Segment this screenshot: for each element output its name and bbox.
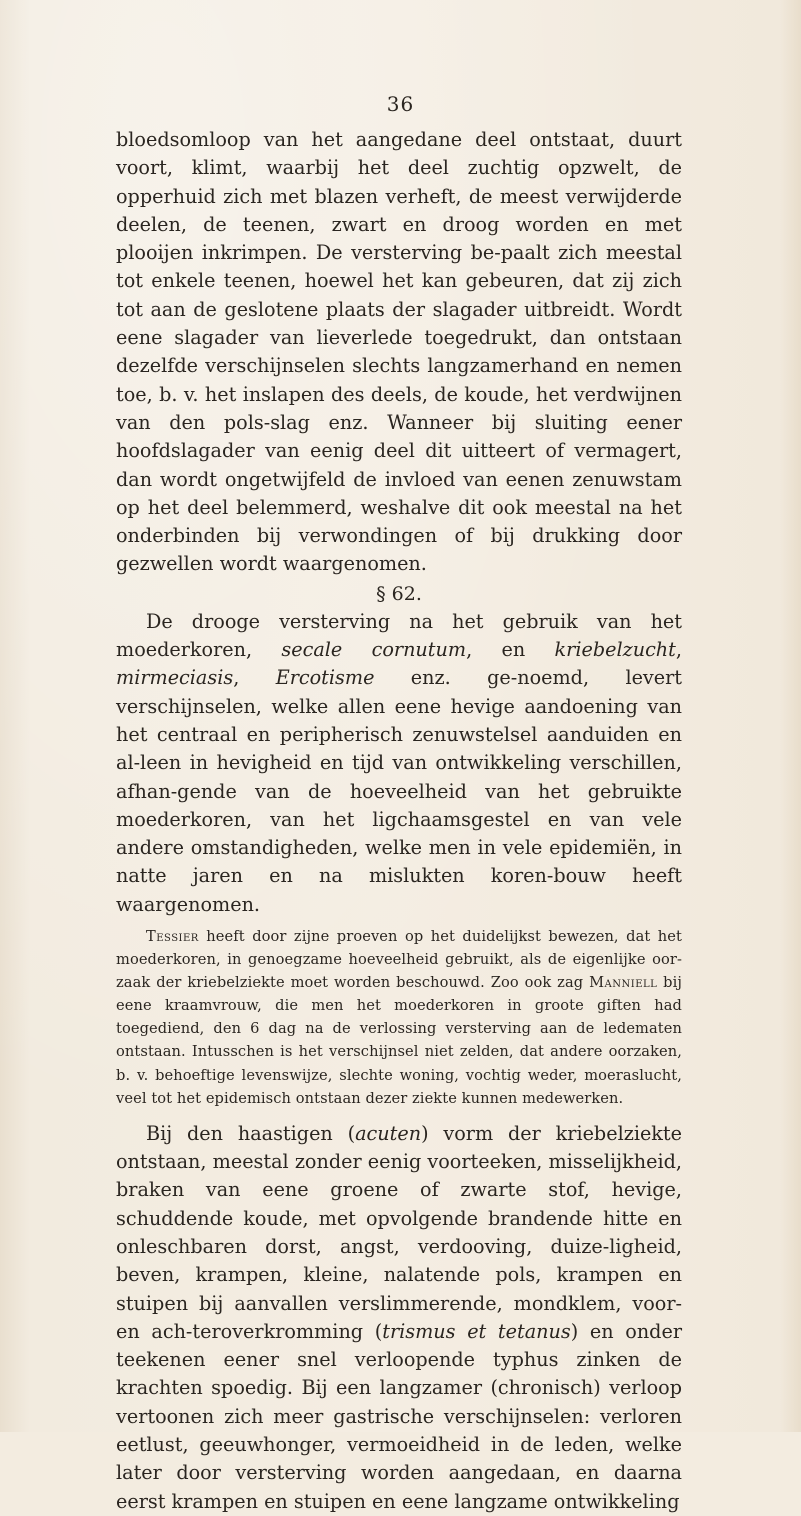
paragraph-3-part-2: ) vorm der kriebelziekte ontstaan, meestal zonder eenig voorteeken, misselijkheid, braken van eene groene of zwarte stof, hevige, schuddende koude, met opvolgende brandende hitte en onleschbaren dorst, angst, verdooving, duize-ligheid, beven, krampen, kleine, nalatende pols, krampen en stuipen bij aanvallen verslimmerende, mondklem, voor- en ach-teroverkromming ( (116, 1121, 682, 1343)
note-text-1: heeft door zijne proeven op het duidelijkst bewezen, dat het moederkoren, in genoegzame hoeveelheid gebruikt, als de eigenlijke oor-zaak der kriebelziekte moet worden beschouwd. Zoo ook zag (116, 928, 682, 992)
paragraph-2-rest: enz. ge-noemd, levert verschijnselen, welke allen eene hevige aandoening van het centraal en peripherisch zenuwstelsel aanduiden en al-leen in hevigheid en tijd van ontwikkeling verschillen, afhan-gende van de hoeveelheid van het gebruikte moederkoren, van het ligchaamsgestel en van vele andere omstandigheden, welke men in vele epidemiën, in natte jaren en na mislukten koren-bouw heeft waargenomen. (116, 666, 683, 916)
paragraph-2-intro: De drooge versterving na het gebruik van het moederkoren, (116, 609, 682, 662)
paragraph-3-part-3: ) en onder teekenen eener snel verloopende typhus zinken de krachten spoedig. Bij een langzamer (chronisch) verloop vertoonen zich meer gastrische verschijnselen: verloren eetlust, geeuwhonger, vermoeidheid in de leden, welke later door versterving worden aangedaan, en daarna eerst krampen en stuipen en eene langzame ontwikkeling (116, 1319, 682, 1513)
term-acuten: acuten (355, 1121, 422, 1145)
term-secale: secale cornutum (281, 638, 467, 662)
term-trismus: trismus et tetanus (382, 1319, 571, 1343)
body-text (116, 126, 682, 1516)
term-ercotisme: Ercotisme (275, 666, 375, 690)
separator: , en (466, 638, 555, 662)
paragraph-2 (116, 608, 682, 919)
note-text-2: bij eene kraamvrouw, die men het moederkoren in groote giften had toegediend, den 6 dag na de verlossing versterving aan de ledematen ontstaan. Intusschen is het verschijnsel niet zelden, dat andere oorzaken, b. v. behoeftige levenswijze, slechte woning, vochtig weder, moeraslucht, veel tot het epidemisch ontstaan dezer ziekte kunnen medewerken. (116, 974, 683, 1107)
section-heading: § 62. (376, 582, 422, 605)
term-mirmeciasis: mirmeciasis (116, 666, 234, 690)
separator: , (675, 638, 682, 662)
author-manniell: Manniell (589, 974, 658, 992)
page-number: 36 (386, 92, 415, 116)
paragraph-3 (116, 1120, 682, 1516)
footnote-paragraph (116, 925, 682, 1110)
paragraph-1: bloedsomloop van het aangedane deel ontstaat, duurt voort, klimt, waarbij het deel zuchtig opzwelt, de opperhuid zich met blazen verheft, de meest verwijderde deelen, de teenen, zwart en droog worden en met plooijen inkrimpen. De versterving be-paalt zich meestal tot enkele teenen, hoewel het kan gebeuren, dat zij zich tot aan de geslotene plaats der slagader uitbreidt. Wordt eene slagader van lieverlede toegedrukt, dan ontstaan dezelfde verschijnselen slechts langzamerhand en nemen toe, b. v. het inslapen des deels, de koude, het verdwijnen van den pols-slag enz. Wanneer bij sluiting eener hoofdslagader van eenig deel dit uitteert of vermagert, dan wordt ongetwijfeld de invloed van eenen zenuwstam op het deel belemmerd, weshalve dit ook meestal na het onderbinden bij verwondingen of bij drukking door gezwellen wordt waargenomen. (116, 128, 682, 576)
separator: , (233, 666, 276, 690)
author-tessier: Tessier (146, 928, 199, 946)
term-kriebelzucht: kriebelzucht (554, 638, 676, 662)
paragraph-3-part-1: Bij den haastigen ( (146, 1121, 356, 1145)
